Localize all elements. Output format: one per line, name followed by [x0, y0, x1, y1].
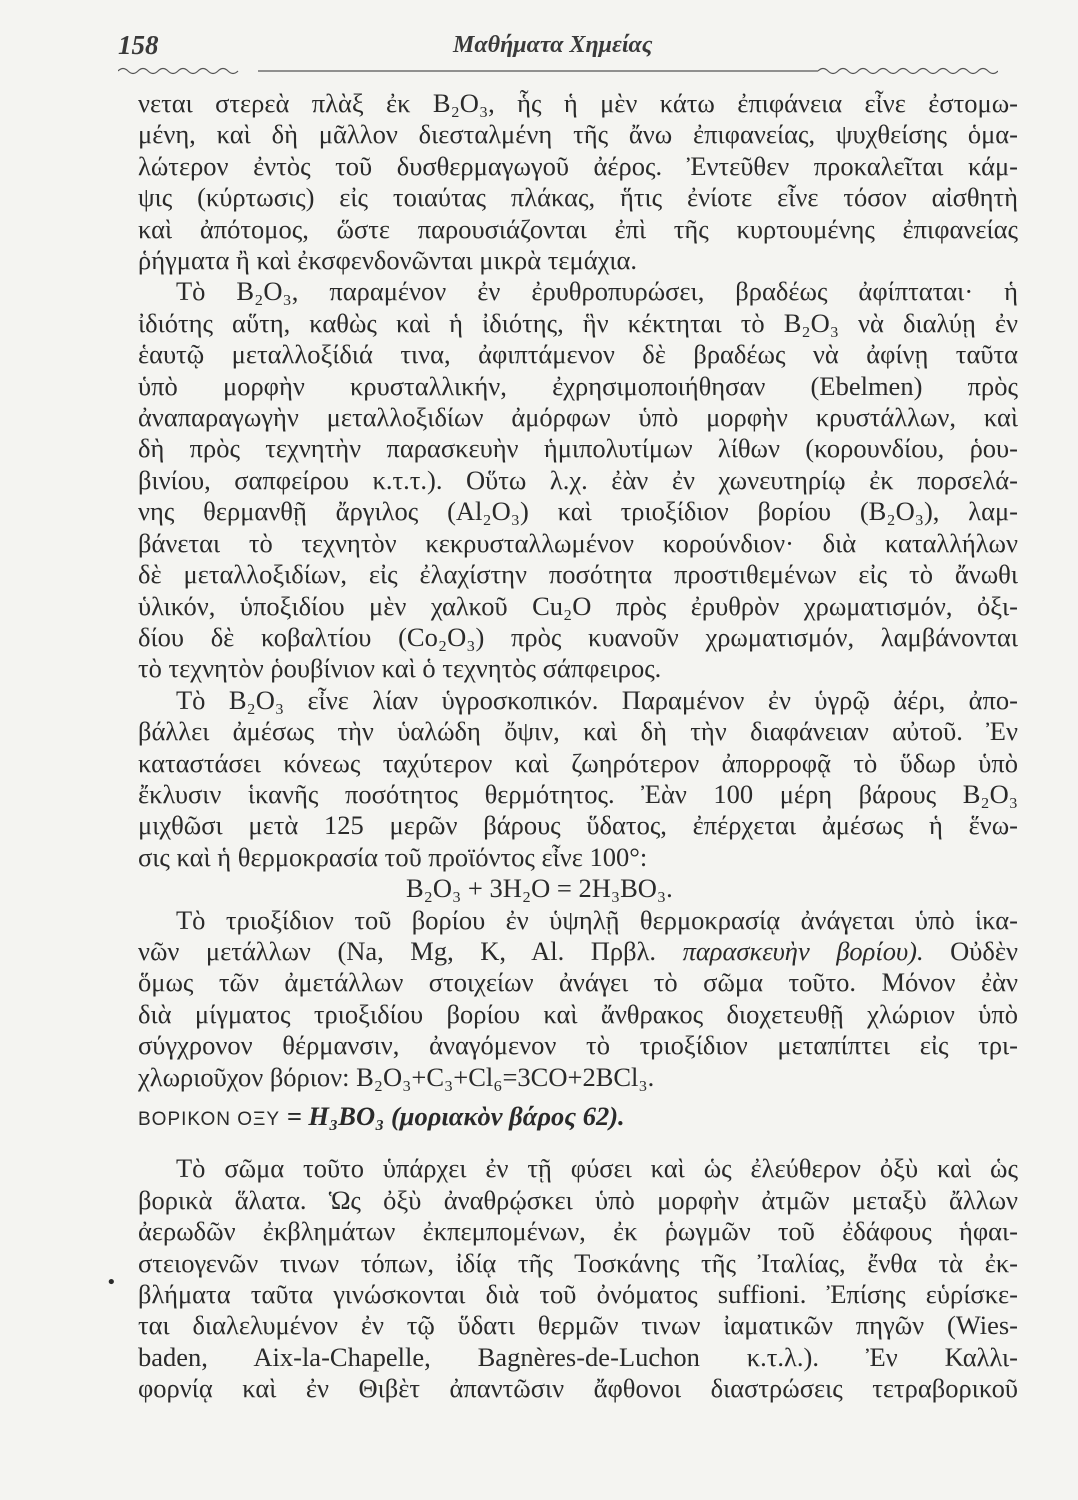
heading-caps: ΒΟΡΙΚΟΝ ΟΞΥ [138, 1109, 281, 1130]
text-line: φορνίᾳ καὶ ἐν Θιβὲτ ἀπαντῶσιν ἄφθονοι διαστρώσεις τετραβορικοῦ [138, 1373, 1018, 1404]
text-line: ἑαυτῷ μεταλλοξίδιά τινα, ἀφιπτάμενον δὲ βραδέως νὰ ἀφίνῃ ταῦτα [138, 339, 1018, 370]
text-line: δὴ πρὸς τεχνητὴν παρασκευὴν ἡμιπολυτίμων λίθων (κορουνδίου, ῥου- [138, 433, 1018, 464]
running-title: Μαθήματα Χημείας [453, 32, 653, 58]
text-line: Τὸ B₂O₃ εἶνε λίαν ὑγροσκοπικόν. Παραμένον ἐν ὑγρῷ ἀέρι, ἀπο- [176, 684, 1018, 715]
text-line: χλωριοῦχον βόριον: B₂O₃+C₃+Cl₆=3CO+2BCl₃. [138, 1061, 655, 1092]
text-line: σις καὶ ἡ θερμοκρασία τοῦ προϊόντος εἶνε 100°: [138, 841, 648, 872]
text-line: λώτερον ἐντὸς τοῦ δυσθερμαγωγοῦ ἀέρος. Ἐντεῦθεν προκαλεῖται κάμ- [138, 150, 1018, 181]
text-line: δὲ μεταλλοξιδίων, εἰς ἐλαχίστην ποσότητα προστιθεμένων εἰς τὸ ἄνωθι [138, 559, 1018, 590]
text-line: νης θερμανθῇ ἄργιλος (Al₂O₃) καὶ τριοξίδιον βορίου (B₂O₃), λαμ- [138, 496, 1018, 527]
text-line: καὶ ἀπότομος, ὥστε παρουσιάζονται ἐπὶ τῆς κυρτουμένης ἐπιφανείας [138, 213, 1018, 244]
text-line: μένη, καὶ δὴ μᾶλλον διεσταλμένη τῆς ἄνω ἐπιφανείας, ψυχθείσης ὁμα- [138, 119, 1018, 150]
text-line: ἀναπαραγωγὴν μεταλλοξιδίων ἀμόρφων ὑπὸ μορφὴν κρυστάλλων, καὶ [138, 402, 1018, 433]
text-line: διὰ μίγματος τριοξιδίου βορίου καὶ ἄνθρακος διοχετευθῇ χλώριον ὑπὸ [138, 998, 1018, 1029]
text-line: ὑλικόν, ὑποξιδίου μὲν χαλκοῦ Cu₂O πρὸς ἐρυθρὸν χρωματισμόν, ὀξι- [138, 590, 1018, 621]
italic-reference: παρασκευὴν βορίου). [682, 935, 924, 966]
text-line: ψις (κύρτωσις) εἰς τοιαύτας πλάκας, ἥτις ἐνίοτε εἶνε τόσον αἰσθητὴ [138, 182, 1018, 213]
text-line: ἀερωδῶν ἐκβλημάτων ἐκπεμπομένων, ἐκ ῥωγμῶν τοῦ ἐδάφους ἡφαι- [138, 1216, 1018, 1247]
text-line: νεται στερεὰ πλὰξ ἐκ B₂O₃, ἧς ἡ μὲν κάτω ἐπιφάνεια εἶνε ἐστομω- [138, 88, 1018, 118]
text-line: βλήματα ταῦτα γινώσκονται διὰ τοῦ ὀνόματος suffioni. Ἐπίσης εὑρίσκε- [138, 1279, 1018, 1310]
text-line: βορικὰ ἅλατα. Ὡς ὀξὺ ἀναθρῴσκει ὑπὸ μορφὴν ἀτμῶν μεταξὺ ἄλλων [138, 1184, 1018, 1215]
text-line: ὑπὸ μορφὴν κρυσταλλικήν, ἐχρησιμοποιήθησαν (Ebelmen) πρὸς [138, 370, 1018, 401]
text-line: baden, Aix-la-Chapelle, Bagnères-de-Luchon κ.τ.λ.). Ἐν Καλλι- [138, 1341, 1018, 1372]
equation: B₂O₃ + 3H₂O = 2H₃BO₃. [406, 873, 673, 904]
text-line: δίου δὲ κοβαλτίου (Co₂O₃) πρὸς κυανοῦν χρωματισμόν, λαμβάνονται [138, 621, 1018, 652]
text-line: καταστάσει κόνεως ταχύτερον καὶ ζωηρότερον ἀπορροφᾷ τὸ ὕδωρ ὑπὸ [138, 747, 1018, 778]
text-line: βάλλει ἀμέσως τὴν ὑαλώδη ὄψιν, καὶ δὴ τὴν διαφάνειαν αὐτοῦ. Ἐν [138, 716, 1018, 747]
text-line: Τὸ τριοξίδιον τοῦ βορίου ἐν ὑψηλῇ θερμοκρασίᾳ ἀνάγεται ὑπὸ ἱκα- [176, 904, 1018, 935]
text-span: νῶν μετάλλων (Na, Mg, K, Al. Πρβλ. [138, 935, 657, 966]
text-line: ται διαλελυμένον ἐν τῷ ὕδατι θερμῶν τινων ἰαματικῶν πηγῶν (Wies- [138, 1310, 1018, 1341]
body-text [138, 88, 1018, 1405]
text-span: Οὐδὲν [950, 935, 1019, 966]
text-line [138, 936, 1018, 967]
header-wavy-rule [118, 66, 998, 76]
heading-formula: = H₃BO₃ (μοριακὸν βάρος 62). [286, 1101, 625, 1131]
text-line: ἰδιότης αὕτη, καθὼς καὶ ἡ ἰδιότης, ἣν κέκτηται τὸ B₂O₃ νὰ διαλύῃ ἐν [138, 307, 1018, 338]
text-line: μιχθῶσι μετὰ 125 μερῶν βάρους ὕδατος, ἐπέρχεται ἀμέσως ἡ ἕνω- [138, 810, 1018, 841]
margin-dot-mark: • [106, 1272, 117, 1293]
text-line: ὅμως τῶν ἀμετάλλων στοιχείων ἀνάγει τὸ σῶμα τοῦτο. Μόνον ἐὰν [138, 967, 1018, 998]
text-line: ἔκλυσιν ἱκανῆς ποσότητος θερμότητος. Ἐὰν 100 μέρη βάρους B₂O₃ [138, 778, 1018, 809]
text-line: Τὸ σῶμα τοῦτο ὑπάρχει ἐν τῇ φύσει καὶ ὡς ἐλεύθερον ὀξὺ καὶ ὡς [176, 1153, 1018, 1184]
text-line: βινίου, σαπφείρου κ.τ.τ.). Οὕτω λ.χ. ἐὰν ἐν χωνευτηρίῳ ἐκ πορσελά- [138, 464, 1018, 495]
section-heading [138, 1101, 1018, 1135]
text-line: σύγχρονον θέρμανσιν, ἀναγόμενον τὸ τριοξίδιον μεταπίπτει εἰς τρι- [138, 1030, 1018, 1061]
text-line: τὸ τεχνητὸν ῥουβίνιον καὶ ὁ τεχνητὸς σάπφειρος. [138, 653, 662, 684]
text-line: στειογενῶν τινων τόπων, ἰδίᾳ τῆς Τοσκάνης τῆς Ἰταλίας, ἔνθα τὰ ἐκ- [138, 1247, 1018, 1278]
text-line: βάνεται τὸ τεχνητὸν κεκρυσταλλωμένον κορούνδιον· διὰ καταλλήλων [138, 527, 1018, 558]
text-line: ῥήγματα ἢ καὶ ἐκσφενδονῶνται μικρὰ τεμάχια. [138, 245, 637, 276]
page-number: 158 [118, 30, 159, 60]
text-line: Τὸ B₂O₃, παραμένον ἐν ἐρυθροπυρώσει, βραδέως ἀφίπταται· ἡ [176, 276, 1018, 307]
page-header [118, 26, 998, 66]
